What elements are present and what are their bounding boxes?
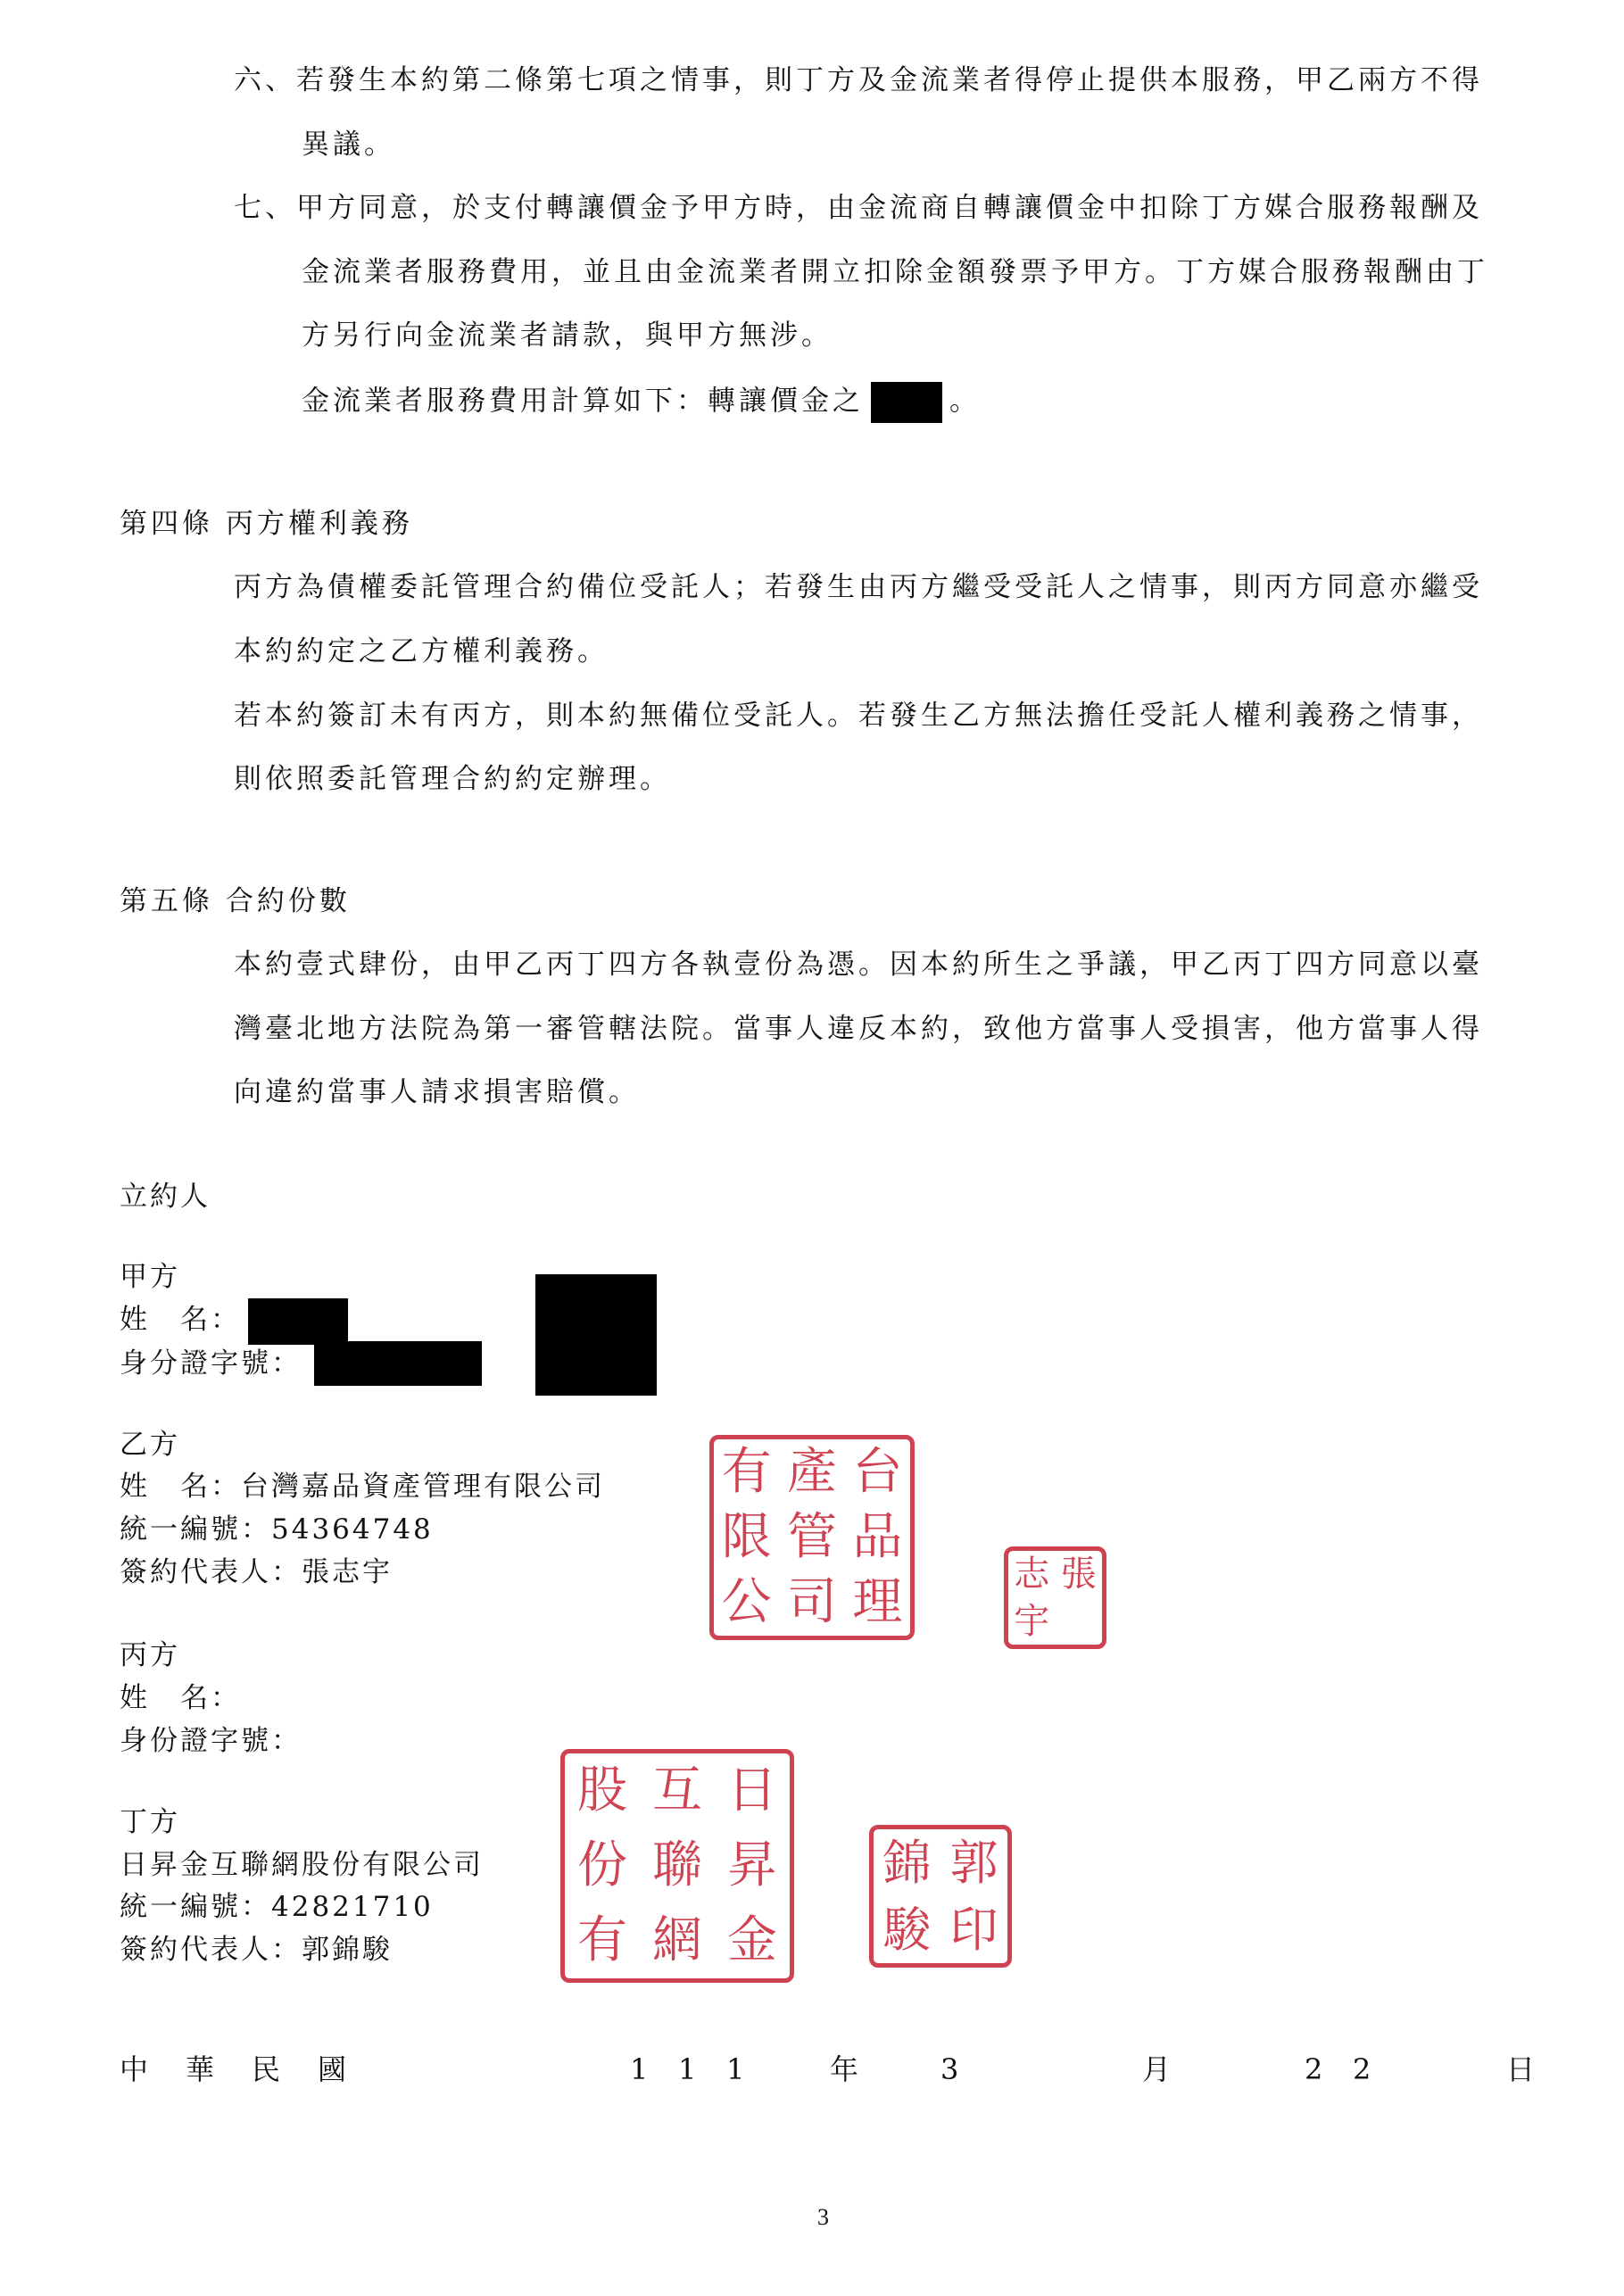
- date-era-4: 國: [318, 2052, 347, 2086]
- party-c-id-label: 身份證字號：: [120, 1725, 302, 1757]
- fee-redaction: [871, 382, 942, 423]
- party-a-id-label: 身分證字號：: [120, 1347, 302, 1380]
- date-day-digit-1: 2: [1305, 2052, 1323, 2086]
- clause-7-line-3: 方另行向金流業者請款，與甲方無涉。: [302, 319, 833, 352]
- party-b-representative-seal: 志 張 宇: [1004, 1546, 1106, 1649]
- article-5-line-3: 向違約當事人請求損害賠償。: [234, 1076, 640, 1108]
- article-5-line-2: 灣臺北地方法院為第一審管轄法院。當事人違反本約，致他方當事人受損害，他方當事人得: [234, 1013, 1483, 1045]
- date-era-3: 民: [252, 2052, 281, 2086]
- clause-7-fee-line: [302, 382, 981, 423]
- party-a-name-redaction: [248, 1298, 348, 1345]
- party-b-name: 姓 名：台灣嘉品資產管理有限公司: [120, 1471, 605, 1503]
- article-4-p1-line-1: 丙方為債權委託管理合約備位受託人；若發生由丙方繼受受託人之情事，則丙方同意亦繼受: [234, 571, 1483, 603]
- date-year-digit-1: 1: [630, 2052, 649, 2086]
- date-year-unit: 年: [830, 2052, 859, 2086]
- article-4-p2-line-1: 若本約簽訂未有丙方，則本約無備位受託人。若發生乙方無法擔任受託人權利義務之情事，: [234, 700, 1483, 732]
- party-d-company-seal: 股 互 日 份 聯 昇 有 網 金: [560, 1749, 794, 1983]
- party-a-label: 甲方: [120, 1261, 180, 1293]
- party-d-uniform-number: 統一編號：42821710: [120, 1891, 434, 1923]
- party-b-uniform-number: 統一編號：54364748: [120, 1513, 434, 1546]
- clause-6-line-2: 異議。: [302, 128, 395, 161]
- article-4-p2-line-2: 則依照委託管理合約約定辦理。: [234, 763, 671, 795]
- fee-suffix: 。: [949, 385, 981, 418]
- party-d-name: 日昇金互聯網股份有限公司: [120, 1849, 484, 1881]
- party-a-name-label: 姓 名：: [120, 1304, 241, 1336]
- signatories-title: 立約人: [120, 1181, 211, 1213]
- date-era-1: 中: [120, 2052, 149, 2086]
- party-b-company-seal: 有 產 台 限 管 品 公 司 理: [709, 1435, 915, 1640]
- fee-prefix: 金流業者服務費用計算如下：轉讓價金之: [302, 385, 864, 418]
- date-day-unit: 日: [1506, 2052, 1536, 2086]
- party-d-label: 丁方: [120, 1806, 180, 1838]
- article-5-heading: 第五條 合約份數: [120, 885, 351, 917]
- party-a-id-redaction: [314, 1341, 482, 1386]
- party-d-representative: 簽約代表人：郭錦駿: [120, 1934, 393, 1966]
- date-year-digit-3: 1: [726, 2052, 745, 2086]
- date-month-unit: 月: [1142, 2052, 1172, 2086]
- party-c-label: 丙方: [120, 1639, 180, 1671]
- date-year-digit-2: 1: [678, 2052, 697, 2086]
- date-era-2: 華: [186, 2052, 215, 2086]
- clause-6-line-1: 六、若發生本約第二條第七項之情事，則丁方及金流業者得停止提供本服務，甲乙兩方不得: [234, 64, 1483, 96]
- party-d-representative-seal: 錦 郭 駿 印: [869, 1825, 1012, 1968]
- party-c-name-label: 姓 名：: [120, 1682, 241, 1714]
- article-4-p1-line-2: 本約約定之乙方權利義務。: [234, 635, 609, 667]
- clause-7-line-2: 金流業者服務費用，並且由金流業者開立扣除金額發票予甲方。丁方媒合服務報酬由丁: [302, 256, 1488, 288]
- party-a-seal-redaction: [535, 1274, 657, 1396]
- page-number: 3: [817, 2204, 829, 2230]
- date-day-digit-2: 2: [1353, 2052, 1371, 2086]
- party-b-label: 乙方: [120, 1429, 180, 1461]
- clause-7-line-1: 七、甲方同意，於支付轉讓價金予甲方時，由金流商自轉讓價金中扣除丁方媒合服務報酬及: [234, 192, 1483, 224]
- party-b-representative: 簽約代表人：張志宇: [120, 1556, 393, 1588]
- article-4-heading: 第四條 丙方權利義務: [120, 508, 413, 540]
- article-5-line-1: 本約壹式肆份，由甲乙丙丁四方各執壹份為憑。因本約所生之爭議，甲乙丙丁四方同意以臺: [234, 949, 1483, 981]
- date-month: 3: [940, 2052, 959, 2086]
